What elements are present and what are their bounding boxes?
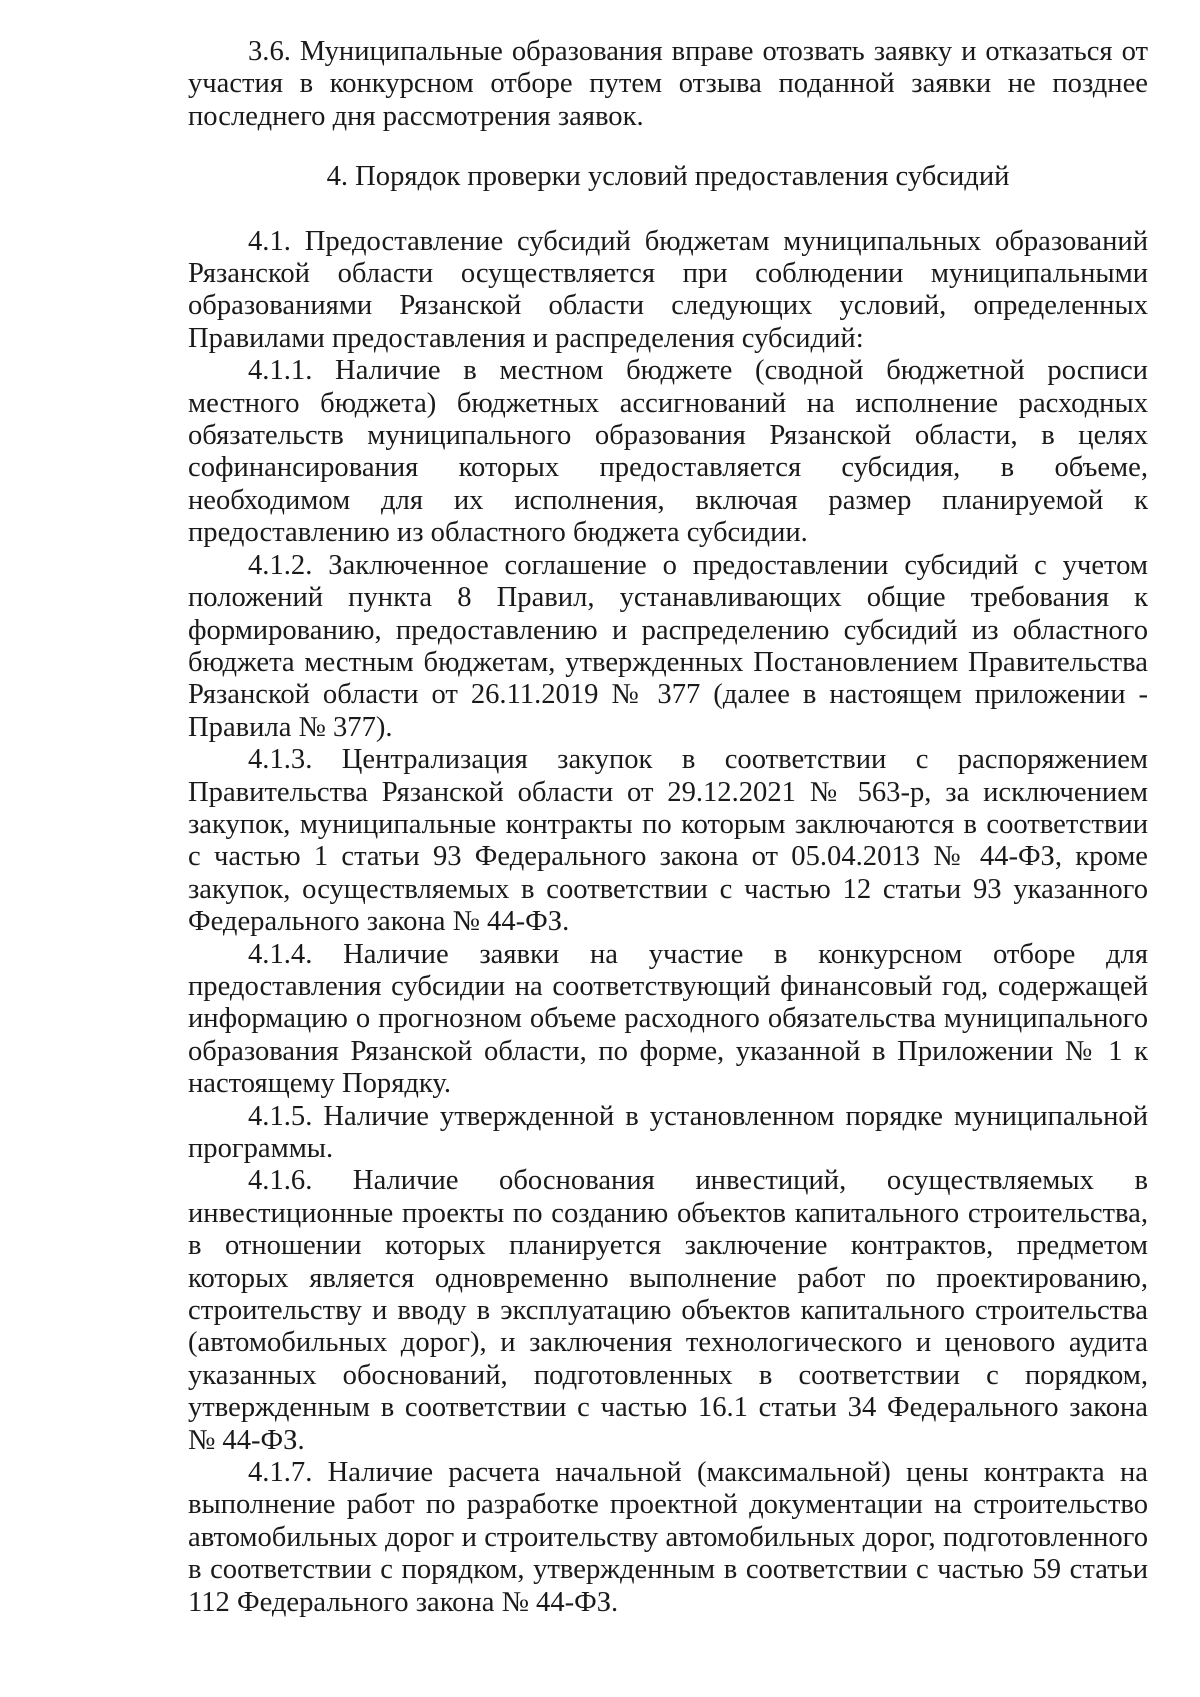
paragraph-4-1-2: 4.1.2. Заключенное соглашение о предоставлении субсидий с учетом положений пункта 8 Правил, устанавливающих общие требования к формированию, предоставлению и распределению субсидий из областного бюджета местным бюджетам, утвержденных Постановлением Правительства Рязанской области от 26.11.2019 № 377 (далее в настоящем приложении - Правила № 377).: [188, 549, 1148, 743]
paragraph-4-1: 4.1. Предоставление субсидий бюджетам муниципальных образований Рязанской области осуществляется при соблюдении муниципальными образованиями Рязанской области следующих условий, определенных Правилами предоставления и распределения субсидий:: [188, 225, 1148, 354]
paragraph-4-1-1: 4.1.1. Наличие в местном бюджете (сводной бюджетной росписи местного бюджета) бюджетных ассигнований на исполнение расходных обязательств муниципального образования Рязанской области, в целях софинансирования которых предоставляется субсидия, в объеме, необходимом для их исполнения, включая размер планируемой к предоставлению из областного бюджета субсидии.: [188, 355, 1148, 549]
document-page: [188, 36, 1148, 1619]
paragraph-4-1-7: 4.1.7. Наличие расчета начальной (максимальной) цены контракта на выполнение работ по разработке проектной документации на строительство автомобильных дорог и строительству автомобильных дорог, подготовленного в соответствии с порядком, утвержденным в соответствии с частью 59 статьи 112 Федерального закона № 44-ФЗ.: [188, 1457, 1148, 1618]
paragraph-4-1-4: 4.1.4. Наличие заявки на участие в конкурсном отборе для предоставления субсидии на соответствующий финансовый год, содержащей информацию о прогнозном объеме расходного обязательства муниципального образования Рязанской области, по форме, указанной в Приложении № 1 к настоящему Порядку.: [188, 938, 1148, 1100]
paragraph-4-1-3: 4.1.3. Централизация закупок в соответствии с распоряжением Правительства Рязанской области от 29.12.2021 № 563-р, за исключением закупок, муниципальные контракты по которым заключаются в соответствии с частью 1 статьи 93 Федерального закона от 05.04.2013 № 44-ФЗ, кроме закупок, осуществляемых в соответствии с частью 12 статьи 93 указанного Федерального закона № 44-ФЗ.: [188, 744, 1148, 938]
paragraph-3-6: 3.6. Муниципальные образования вправе отозвать заявку и отказаться от участия в конкурсном отборе путем отзыва поданной заявки не позднее последнего дня рассмотрения заявок.: [188, 36, 1148, 132]
paragraph-4-1-5: 4.1.5. Наличие утвержденной в установленном порядке муниципальной программы.: [188, 1100, 1148, 1164]
section-heading-4: 4. Порядок проверки условий предоставления субсидий: [326, 161, 1010, 193]
paragraph-4-1-6: 4.1.6. Наличие обоснования инвестиций, осуществляемых в инвестиционные проекты по созданию объектов капитального строительства, в отношении которых планируется заключение контрактов, предметом которых является одновременно выполнение работ по проектированию, строительству и вводу в эксплуатацию объектов капитального строительства (автомобильных дорог), и заключения технологического и ценового аудита указанных обоснований, подготовленных в соответствии с порядком, утвержденным в соответствии с частью 16.1 статьи 34 Федерального закона № 44-ФЗ.: [188, 1165, 1148, 1456]
